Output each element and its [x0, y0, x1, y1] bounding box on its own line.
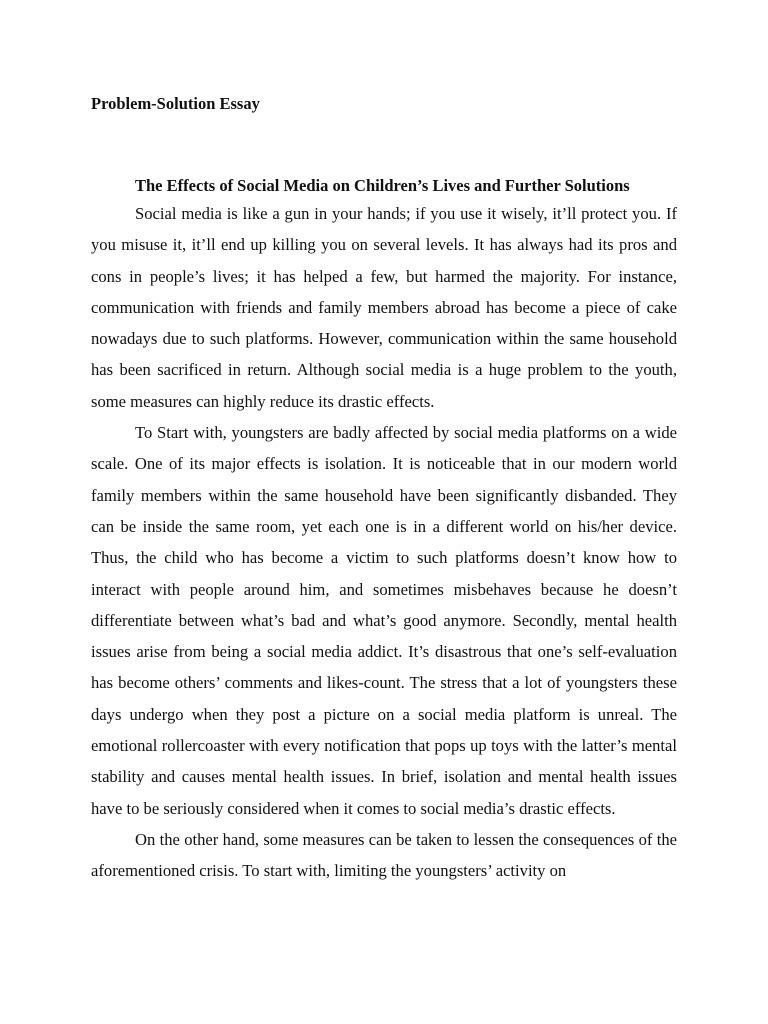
- document-page: [91, 92, 677, 887]
- paragraph-solutions: On the other hand, some measures can be taken to lessen the consequences of the aforementioned crisis. To start with, limiting the youngsters’ activity on: [91, 829, 677, 881]
- essay-title: The Effects of Social Media on Children’s Lives and Further Solutions: [135, 176, 630, 195]
- paragraph-intro: Social media is like a gun in your hands; if you use it wisely, it’ll protect you. If you misuse it, it’ll end up killing you on several levels. It has always had its pros and cons in people’s lives; it has helped a few, but harmed the majority. For instance, communication with friends and family members abroad has become a piece of cake nowadays due to such platforms. However, communication within the same household has been sacrificed in return. Although social media is a huge problem to the youth, some measures can highly reduce its drastic effects.: [91, 204, 677, 411]
- document-type-label: Problem-Solution Essay: [91, 94, 260, 113]
- paragraph-effects: To Start with, youngsters are badly affected by social media platforms on a wide scale. One of its major effects is isolation. It is noticeable that in our modern world family members within the same household have been significantly disbanded. They can be inside the same room, yet each one is in a different world on his/her device. Thus, the child who has become a victim to such platforms doesn’t know how to interact with people around him, and sometimes misbehaves because he doesn’t differentiate between what’s bad and what’s good anymore. Secondly, mental health issues arise from being a social media addict. It’s disastrous that one’s self-evaluation has become others’ comments and likes-count. The stress that a lot of youngsters these days undergo when they post a picture on a social media platform is unreal. The emotional rollercoaster with every notification that pops up toys with the latter’s mental stability and causes mental health issues. In brief, isolation and mental health issues have to be seriously considered when it comes to social media’s drastic effects.: [91, 423, 677, 818]
